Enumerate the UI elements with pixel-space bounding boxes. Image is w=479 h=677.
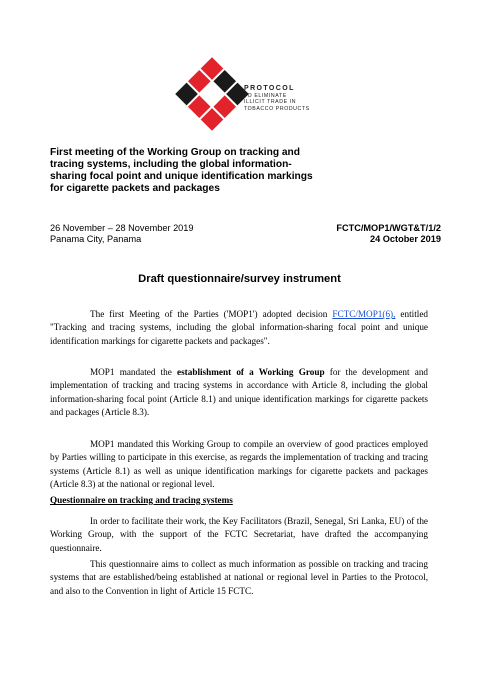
- logo-line-2: TO ELIMINATE: [244, 93, 287, 99]
- paragraph-1-text-a: The first Meeting of the Parties ('MOP1') adopted decision: [90, 309, 333, 319]
- paragraph-4: In order to facilitate their work, the Key Facilitators (Brazil, Senegal, Sri Lanka, EU) of the Working Group, with the support of the FCTC Secretariat, have drafted the accompanying questionnaire.: [50, 516, 428, 553]
- section-heading: Questionnaire on tracking and tracing systems: [50, 495, 233, 505]
- paragraph-5: This questionnaire aims to collect as much information as possible on tracking and tracing systems that are established/being established at national or regional level in Parties to the Protocol, and also to the Convention in light of Article 15 FCTC.: [50, 559, 428, 596]
- paragraph-3: MOP1 mandated this Working Group to compile an overview of good practices employed by Parties willing to participate in this exercise, as regards the implementation of tracking and tracing systems (Article 8.1) as well as unique identification markings for cigarette packets and packages (Article 8.3) at the national or regional level.: [50, 439, 428, 490]
- meeting-location: Panama City, Panama: [50, 234, 142, 245]
- meeting-dates: 26 November – 28 November 2019: [50, 223, 194, 233]
- paragraph-2-text-a: MOP1 mandated the: [90, 367, 178, 377]
- document-date: 24 October 2019: [370, 234, 441, 245]
- meeting-meta: [50, 223, 194, 245]
- protocol-logo-icon: [170, 52, 254, 136]
- logo-wordmark: [244, 84, 310, 112]
- logo-line-4: TOBACCO PRODUCTS: [244, 105, 310, 112]
- document-meta: [336, 223, 441, 245]
- paragraph-2: [50, 366, 428, 420]
- meeting-title: First meeting of the Working Group on tracking and tracing systems, including the global information-sharing focal point and unique identification markings for cigarette packets and packages: [50, 147, 313, 195]
- document-heading: Draft questionnaire/survey instrument: [138, 273, 341, 285]
- logo-line-1: PROTOCOL: [244, 85, 295, 92]
- document-code: FCTC/MOP1/WGT&T/1/2: [336, 223, 441, 233]
- paragraph-2-bold: establishment of a Working Group: [177, 367, 325, 377]
- logo-line-3: ILLICIT TRADE IN: [244, 99, 297, 106]
- paragraph-1: [50, 308, 428, 348]
- paragraph-2-text-b: for the development and implementation of tracking and tracing systems in accordance with Article 8, including the global information-sharing focal point (Article 8.1) and unique identification markings for cigarette packets and packages (Article 8.3).: [50, 367, 429, 418]
- decision-link[interactable]: FCTC/MOP1(6),: [332, 309, 396, 319]
- paragraph-1-text-b: entitled "Tracking and tracing systems, including the global information-sharing focal point and unique identification markings for cigarette packets and packages".: [50, 309, 428, 346]
